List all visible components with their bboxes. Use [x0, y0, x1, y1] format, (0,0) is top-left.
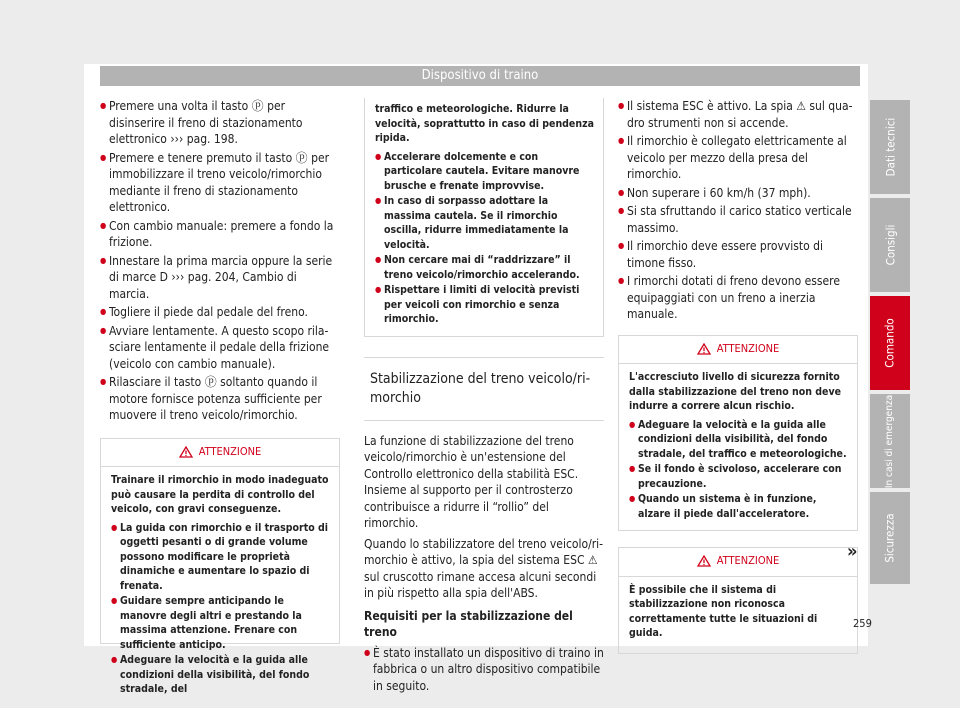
sidetab-label: In casi di emergenza: [884, 394, 896, 488]
section-title: Stabilizzazione del treno veicolo/rimorchio: [364, 357, 604, 421]
requirement-item: ● Il sistema ESC è attivo. La spia ⚠ sul quadro strumenti non si accende.: [618, 98, 858, 131]
warning-item: ● Se il fondo è scivoloso, accelerare con precauzione.: [629, 462, 849, 491]
requirement-item: ● Il rimorchio è collegato elettricamente al veicolo per mezzo della presa del rimorchio.: [618, 133, 858, 183]
subheading: Requisiti per la stabilizzazione del treno: [364, 608, 573, 639]
chapter-header: Dispositivo di traino: [100, 66, 860, 86]
sidetab-dati-tecnici[interactable]: [870, 100, 910, 194]
warning-box-continued: [364, 98, 604, 337]
requirement-item: ● È stato installato un dispositivo di traino in fabbrica o un altro dispositivo compatibile in seguito.: [364, 645, 604, 695]
step-item: ● Avviare lentamente. A questo scopo rilasciare lentamente il pedale della frizione (veicolo con cambio manuale).: [100, 323, 340, 373]
warning-intro: traffico e meteorologiche. Ridurre la velocità, soprattutto in caso di pendenza ripida.: [375, 103, 594, 144]
step-item: ● Premere e tenere premuto il tasto ⓟ per immobilizzare il treno veicolo/rimorchio mediante il freno di stazionamento elettronico.: [100, 150, 340, 216]
warning-body: [365, 98, 603, 336]
sidetab-sicurezza[interactable]: [870, 492, 910, 584]
column-3: [618, 98, 858, 654]
requirement-item: ● I rimorchi dotati di freno devono essere equipaggiati con un freno a inerzia manuale.: [618, 273, 858, 323]
warning-item: ● Accelerare dolcemente e con particolare cautela. Evitare manovre brusche e frenate improvvise.: [375, 150, 595, 194]
warning-box: [618, 547, 858, 654]
warning-item: ● Guidare sempre anticipando le manovre degli altri e prestando la massima attenzione. Frenare con sufficiente anticipo.: [111, 594, 331, 652]
step-item: ● Rilasciare il tasto ⓟ soltanto quando il motore fornisce potenza sufficiente per muovere il treno veicolo/rimorchio.: [100, 374, 340, 424]
warning-title: ATTENZIONE: [716, 341, 780, 355]
paragraph: Quando lo stabilizzatore del treno veicolo/rimorchio è attivo, la spia del sistema ESC ⚠ sul cruscotto rimane accesa alcuni secondi in più rispetto alla spia dell'ABS.: [364, 536, 604, 600]
warning-triangle-icon: [697, 555, 711, 567]
warning-item: ● Adeguare la velocità e la guida alle condizioni della visibilità, del fondo stradale, del traffico e meteorologiche.: [629, 418, 849, 462]
warning-title: ATTENZIONE: [716, 554, 780, 567]
warning-header: [101, 439, 339, 468]
warning-intro: È possibile che il sistema di stabilizzazione non riconosca correttamente tutte le situazioni di guida.: [629, 583, 818, 639]
sidetab-emergenza[interactable]: [870, 394, 910, 488]
column-2: [364, 98, 604, 696]
page-number: 259: [853, 617, 872, 630]
continue-marker: »: [847, 541, 858, 562]
column-1: [100, 98, 340, 695]
warning-item: ● Rispettare i limiti di velocità previsti per veicoli con rimorchio e senza rimorchio.: [375, 283, 595, 327]
requirement-item: ● Il rimorchio deve essere provvisto di timone fisso.: [618, 238, 858, 271]
warning-intro: L'accresciuto livello di sicurezza fornito dalla stabilizzazione del treno non deve indurre a correre alcun rischio.: [629, 371, 842, 412]
warning-item: ● La guida con rimorchio e il trasporto di oggetti pesanti o di grande volume possono modificare le proprietà dinamiche e aumentare lo spazio di frenata.: [111, 521, 331, 594]
requirement-item: ● Non superare i 60 km/h (37 mph).: [618, 185, 858, 202]
requirement-item: ● Si sta sfruttando il carico statico verticale massimo.: [618, 203, 858, 236]
warning-body: [619, 577, 857, 653]
sidetab-consigli[interactable]: [870, 198, 910, 292]
sidetab-label: Comando: [883, 318, 897, 368]
sidetab-label: Consigli: [883, 224, 898, 266]
warning-item: ● Quando un sistema è in funzione, alzare il piede dall'acceleratore.: [629, 492, 849, 521]
step-item: ● Premere una volta il tasto ⓟ per disinserire il freno di stazionamento elettronico ››› pag. 198.: [100, 98, 340, 148]
sidetab-label: Sicurezza: [883, 513, 898, 563]
warning-header: [619, 548, 857, 577]
warning-body: [619, 364, 857, 530]
warning-box: [618, 335, 858, 532]
step-item: ● Con cambio manuale: premere a fondo la frizione.: [100, 218, 340, 251]
sidetab-label: Dati tecnici: [883, 117, 898, 177]
sidetab-comando[interactable]: [870, 296, 910, 390]
warning-item: ● In caso di sorpasso adottare la massima cautela. Se il rimorchio oscilla, ridurre immediatamente la velocità.: [375, 194, 595, 252]
warning-box: [100, 438, 340, 695]
warning-body: [101, 467, 339, 706]
warning-triangle-icon: [179, 446, 193, 458]
warning-title: ATTENZIONE: [198, 444, 262, 458]
paragraph: La funzione di stabilizzazione del treno veicolo/rimorchio è un'estensione del Controllo elettronico della stabilità ESC. Insieme al supporto per il controsterzo contribuisce a ridurre il “rollio” del rimorchio.: [364, 433, 579, 530]
warning-item: ● Non cercare mai di “raddrizzare” il treno veicolo/rimorchio accelerando.: [375, 253, 595, 282]
step-item: ● Innestare la prima marcia oppure la serie di marce D ››› pag. 204, Cambio di marcia.: [100, 253, 340, 303]
warning-intro: Trainare il rimorchio in modo inadeguato può causare la perdita di controllo del veicolo, con gravi conseguenze.: [111, 474, 329, 515]
warning-item: ● Adeguare la velocità e la guida alle condizioni della visibilità, del fondo stradale, del: [111, 653, 331, 697]
warning-triangle-icon: [697, 343, 711, 355]
step-item: ● Togliere il piede dal pedale del freno.: [100, 304, 340, 321]
warning-header: [619, 336, 857, 365]
